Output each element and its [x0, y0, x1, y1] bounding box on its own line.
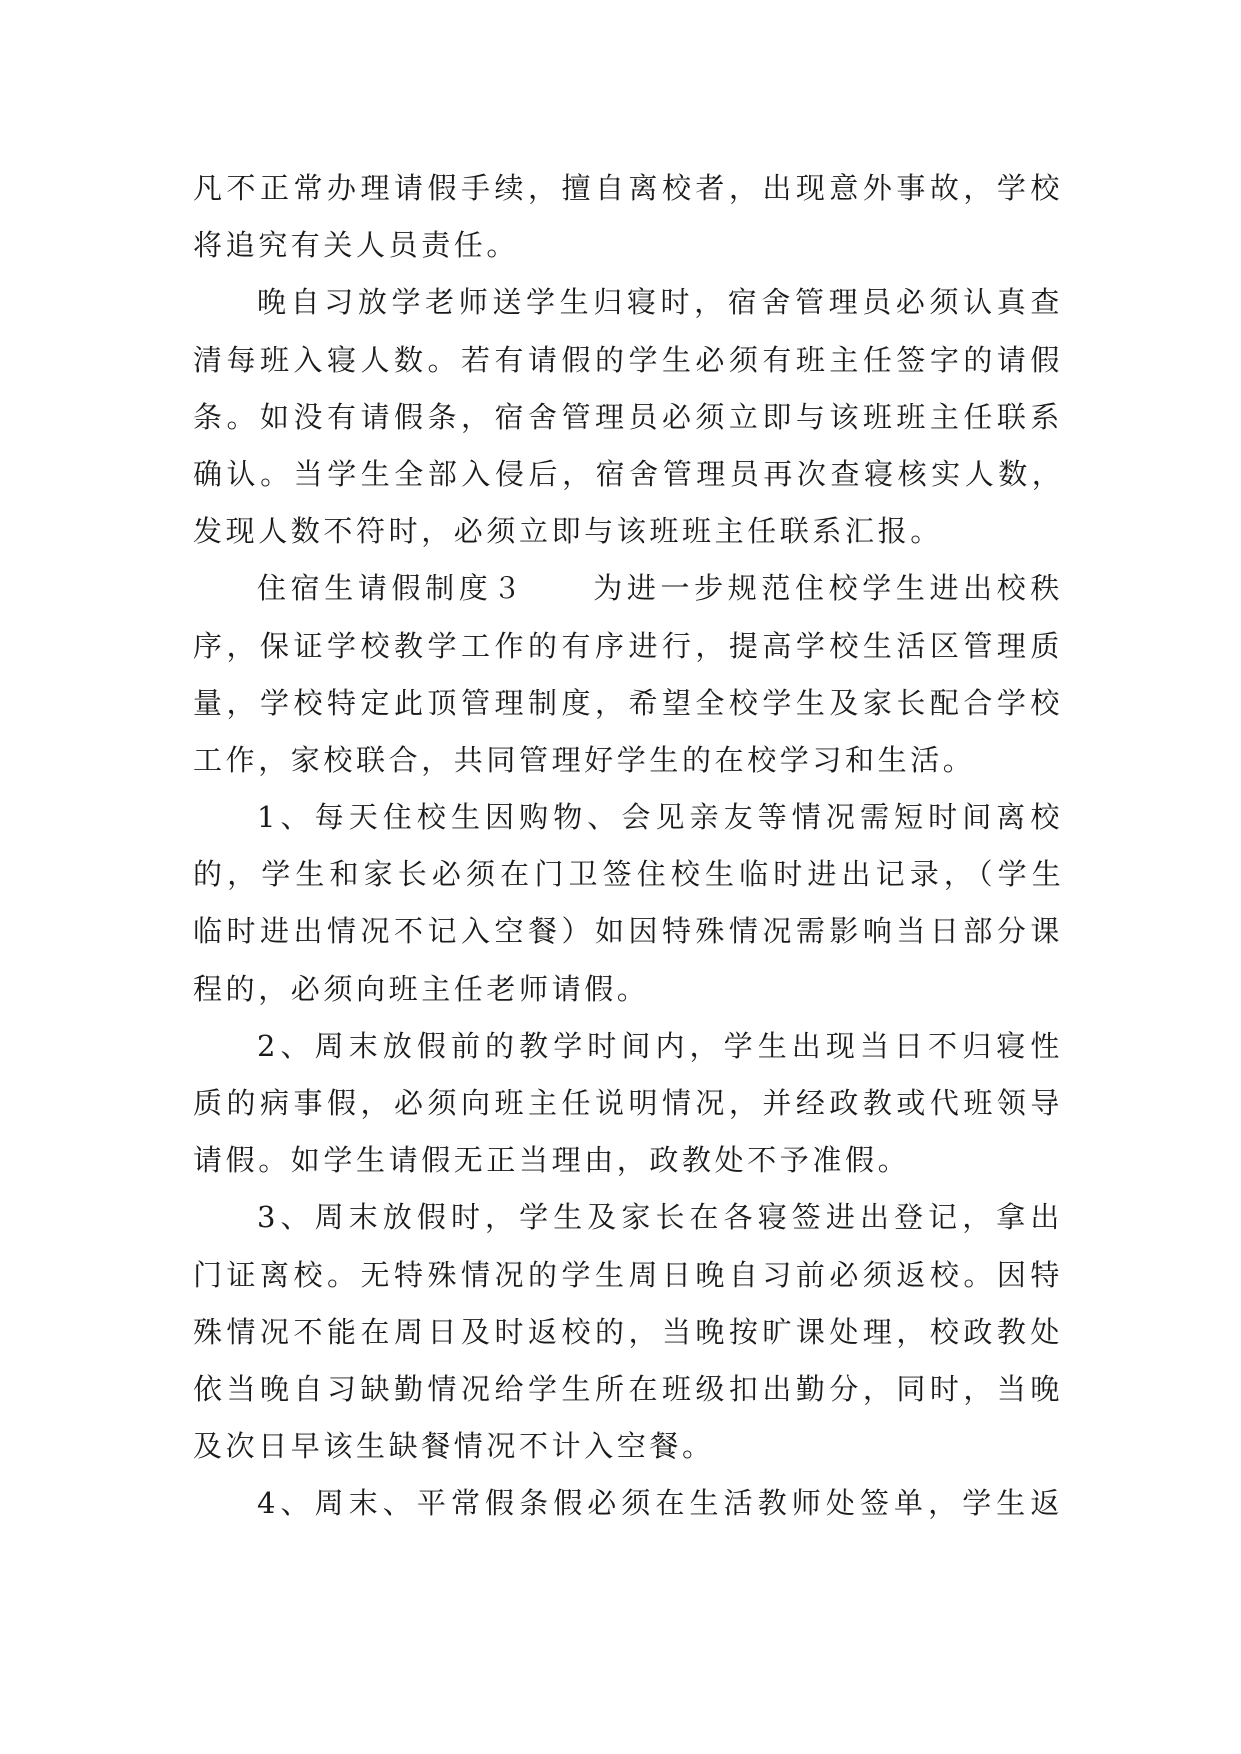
- text-line: 门证离校。无特殊情况的学生周日晚自习前必须返校。因特: [193, 1257, 1063, 1292]
- paragraph-leave-policy-intro: [193, 560, 1063, 789]
- text-line: 质的病事假，必须向班主任说明情况，并经政教或代班领导: [193, 1086, 1063, 1120]
- text-line: 发现人数不符时，必须立即与该班班主任联系汇报。: [193, 514, 943, 549]
- paragraph-item-4: [193, 1475, 1063, 1532]
- paragraph-item-2: [193, 1018, 1063, 1190]
- text-line: 3、周末放假时，学生及家长在各寝签进出登记，拿出: [257, 1200, 1063, 1235]
- text-line: 工作，家校联合，共同管理好学生的在校学习和生活。: [193, 742, 976, 777]
- paragraph-item-1: [193, 789, 1063, 1018]
- text-line: 及次日早该生缺餐情况不计入空餐。: [193, 1429, 715, 1464]
- text-line: 2、周末放假前的教学时间内，学生出现当日不归寝性: [257, 1028, 1063, 1063]
- text-line: 确认。当学生全部入侵后，宿舍管理员再次查寝核实人数，: [193, 456, 1063, 491]
- text-line: 清每班入寝人数。若有请假的学生必须有班主任签字的请假: [193, 342, 1063, 377]
- text-line: 的，学生和家长必须在门卫签住校生临时进出记录，（学生: [193, 857, 1063, 892]
- text-line: 4、周末、平常假条假必须在生活教师处签单，学生返: [257, 1486, 1063, 1521]
- document-body: [193, 160, 1063, 1533]
- text-line: 临时进出情况不记入空餐）如因特殊情况需影响当日部分课: [193, 914, 1063, 949]
- text-line: 晚自习放学老师送学生归寝时，宿舍管理员必须认真查: [257, 285, 1063, 320]
- paragraph-dorm-check: [193, 274, 1063, 560]
- text-line: 将追究有关人员责任。: [193, 228, 520, 263]
- text-line: 殊情况不能在周日及时返校的，当晚按旷课处理，校政教处: [193, 1314, 1063, 1349]
- text-line: 凡不正常办理请假手续，擅自离校者，出现意外事故，学校: [193, 171, 1063, 205]
- paragraph-continued: [193, 160, 1063, 274]
- text-line: 序，保证学校教学工作的有序进行，提高学校生活区管理质: [193, 628, 1063, 663]
- text-line: 程的，必须向班主任老师请假。: [193, 971, 650, 1006]
- text-line: 量，学校特定此顶管理制度，希望全校学生及家长配合学校: [193, 685, 1063, 720]
- text-line: 条。如没有请假条，宿舍管理员必须立即与该班班主任联系: [193, 399, 1063, 434]
- text-line: 请假。如学生请假无正当理由，政教处不予准假。: [193, 1143, 911, 1178]
- paragraph-item-3: [193, 1189, 1063, 1475]
- text-line: 住宿生请假制度３ 为进一步规范住校学生进出校秩: [257, 571, 1063, 606]
- text-line: 依当晚自习缺勤情况给学生所在班级扣出勤分，同时，当晚: [193, 1371, 1063, 1406]
- text-line: 1、每天住校生因购物、会见亲友等情况需短时间离校: [257, 800, 1063, 835]
